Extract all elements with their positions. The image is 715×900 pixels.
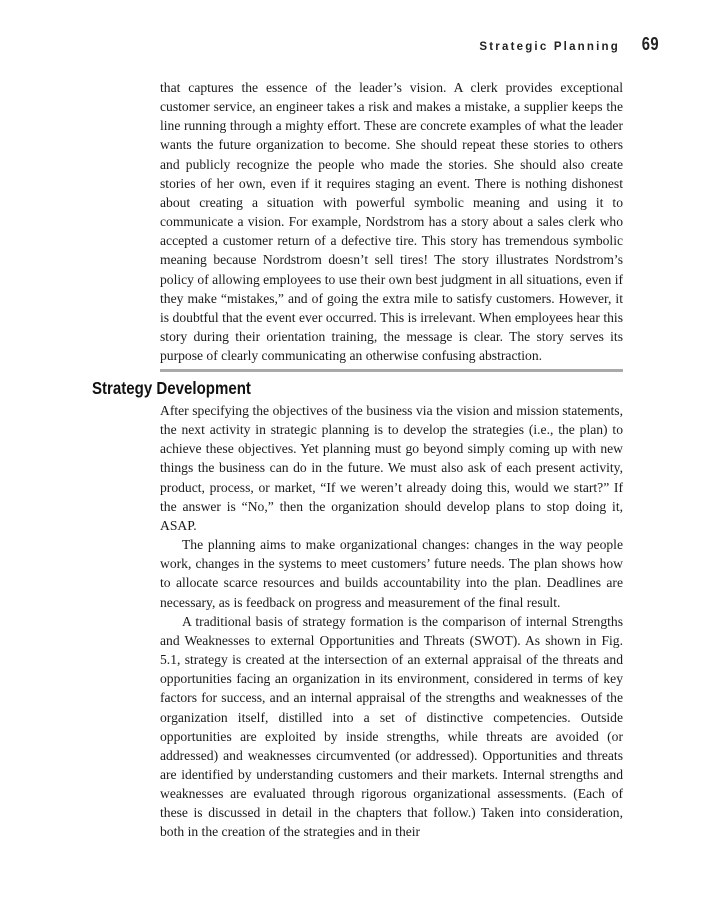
continued-paragraph: that captures the essence of the leader’s vision. A clerk provides exceptional customer service, an engineer takes a risk and makes a mistake, a supplier keeps the line running through a mighty effort. These are concrete examples of what the leader wants the future organization to become. She should repeat these stories to others and publicly recognize the people who made the stories. She should also create stories of her own, even if it requires staging an event. There is nothing dishonest about creating a situation with powerful symbolic meaning and using it to communicate a vision. For example, Nordstrom has a story about a sales clerk who accepted a customer return of a defective tire. This story has tremendous symbolic meaning because Nordstrom doesn’t sell tires! The story illustrates Nordstrom’s policy of allowing employees to use their own best judgment in all situations, even if they make “mistakes,” and of going the extra mile to satisfy customers. However, it is doubtful that the event ever occurred. This is irrelevant. When employees hear this story during their orientation training, the message is clear. The story serves its purpose of clearly communicating an otherwise confusing abstraction. [160,80,623,364]
section-body [160,401,623,842]
body-paragraph-1: After specifying the objectives of the business via the vision and mission statements, the next activity in strategic planning is to develop the strategies (i.e., the plan) to achieve these objectives. Yet planning must go beyond simply coming up with new things the business can do in the future. We must also ask of each present activity, product, process, or market, “If we weren’t already doing this, would we start?” If the answer is “No,” then the organization should develop plans to stop doing it, ASAP. [160,403,623,533]
running-head [479,34,659,55]
continued-text-block [160,78,623,365]
body-paragraph-2: The planning aims to make organizational changes: changes in the way people work, changes in the systems to meet customers’ future needs. The plan shows how to allocate scarce resources and builds accountability into the plan. Deadlines are necessary, as is feedback on progress and measurement of the final result. [160,537,623,610]
running-title: Strategic Planning [479,41,620,53]
page-number: 69 [641,34,659,54]
section-divider [160,369,623,372]
section-heading: Strategy Development [92,378,251,398]
body-paragraph-3: A traditional basis of strategy formation is the comparison of internal Strengths and Weaknesses to external Opportunities and Threats (SWOT). As shown in Fig. 5.1, strategy is created at the intersection of an external appraisal of the threats and opportunities facing an organization in its environment, considered in terms of key factors for success, and an internal appraisal of the strengths and weaknesses of the organization itself, distilled into a set of distinctive competencies. Outside opportunities are exploited by inside strengths, while threats are avoided (or addressed) and weaknesses circumvented (or addressed). Opportunities and threats are identified by understanding customers and their markets. Internal strengths and weaknesses are evaluated through rigorous organizational assessments. (Each of these is discussed in detail in the chapters that follow.) Taken into consideration, both in the creation of the strategies and in their [160,613,623,840]
